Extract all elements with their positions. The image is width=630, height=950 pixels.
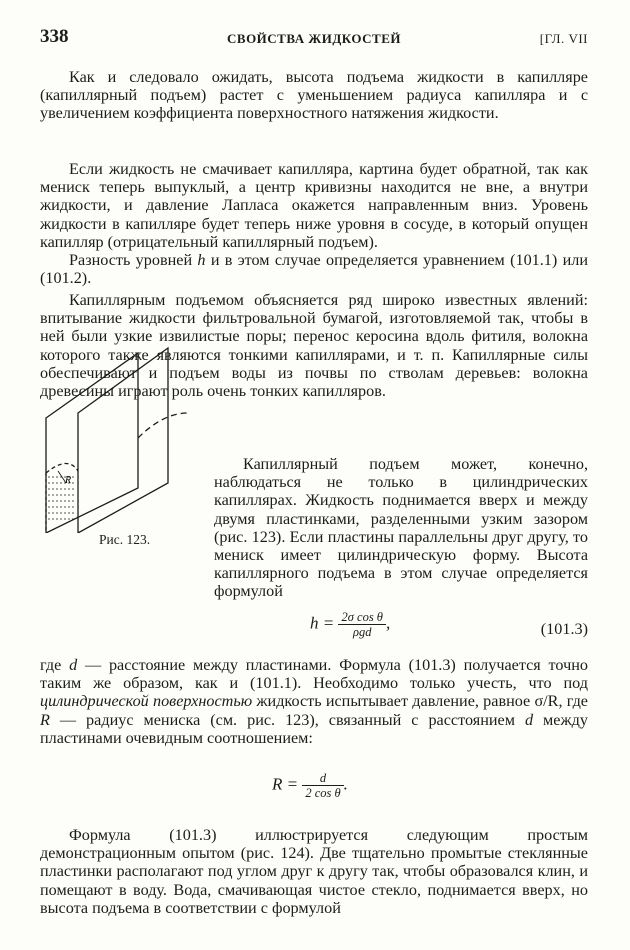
paragraph-5-wrap xyxy=(214,455,588,601)
paragraph-2: Если жидкость не смачивает капилляра, картина будет обратной, так как мениск теперь выпуклый, а центр кривизны находится не вне, а внутри жидкости, и давление Лапласа окажется направленным вниз. Уровень жидкости в капилляре будет теперь ниже уровня в сосуде, в который опущен капилляр (отрицательный капиллярный подъем). xyxy=(40,160,588,251)
figure-caption: Рис. 123. xyxy=(99,532,151,547)
equation-101-3: h = $\frac{\text{2σ cos θ}}{\text{ρgd}}$ , (101.3) xyxy=(310,610,588,639)
paragraph-4-top: Капиллярным подъемом объясняется ряд широко известных явлений: впитывание жидкости фильтровальной бумагой, изготовляемой так, чтобы в ней были узкие извилистые поры; перенос керосина вдоль фитиля, волокна которого также являются тонкими капиллярами, и т. п. Капиллярные силы обеспечивают и подъем воды из почвы по стволам деревьев: волокна древесины играют роль очень тонких капилляров. xyxy=(40,291,588,401)
figure-label-r: R xyxy=(65,475,72,486)
page-number: 338 xyxy=(40,26,69,47)
meniscus-top xyxy=(138,413,188,438)
paragraph-1: Как и следовало ожидать, высота подъема жидкости в капилляре (капиллярный подъем) растет с уменьшением радиуса капилляра и с увеличением коэффициента поверхностного натяжения жидкости. xyxy=(40,68,588,123)
back-plate xyxy=(78,348,168,533)
running-title: СВОЙСТВА ЖИДКОСТЕЙ xyxy=(227,31,401,46)
paragraph-3: Разность уровней h и в этом случае определяется уравнением (101.1) или (101.2). xyxy=(40,251,588,288)
paragraph-4-bottom: Капиллярный подъем может, конечно, наблюдаться не только в цилиндрических капиллярах. Жидкость поднимается вверх и между двумя пластинками, разделенными узким зазором (рис. 123). Если пластины параллельны друг другу, то мениск имеет цилиндрическую форму. Высота капиллярного подъема в этом случае определяется формулой xyxy=(214,455,588,601)
figure-123 xyxy=(38,343,218,533)
meniscus-side xyxy=(46,463,78,473)
liquid-hatching xyxy=(48,477,76,519)
capillary-plates-diagram xyxy=(38,343,218,533)
chapter-label: [ГЛ. VII xyxy=(539,31,588,46)
equation-radius: R = $\frac{d}{\text{2 cos θ}}$ . xyxy=(272,771,348,800)
paragraph-6: где d — расстояние между пластинами. Формула (101.3) получается точно таким же образом, как и (101.1). Необходимо только учесть, что под цилиндрической поверхностью жидкость испытывает давление, равное σ/R, где R — радиус мениска (см. рис. 123), связанный с расстоянием d между пластинами очевидным соотношением: xyxy=(40,656,588,747)
equation-number: (101.3) xyxy=(540,620,588,638)
page-header xyxy=(40,26,588,52)
paragraph-7: Формула (101.3) иллюстрируется следующим простым демонстрационным опытом (рис. 124). Две тщательно промытые стеклянные пластинки располагают под углом друг к другу так, чтобы образовался клин, и помещают в воду. Вода, смачивающая чистое стекло, поднимается вверх, но высота подъема в соответствии с формулой xyxy=(40,826,588,917)
